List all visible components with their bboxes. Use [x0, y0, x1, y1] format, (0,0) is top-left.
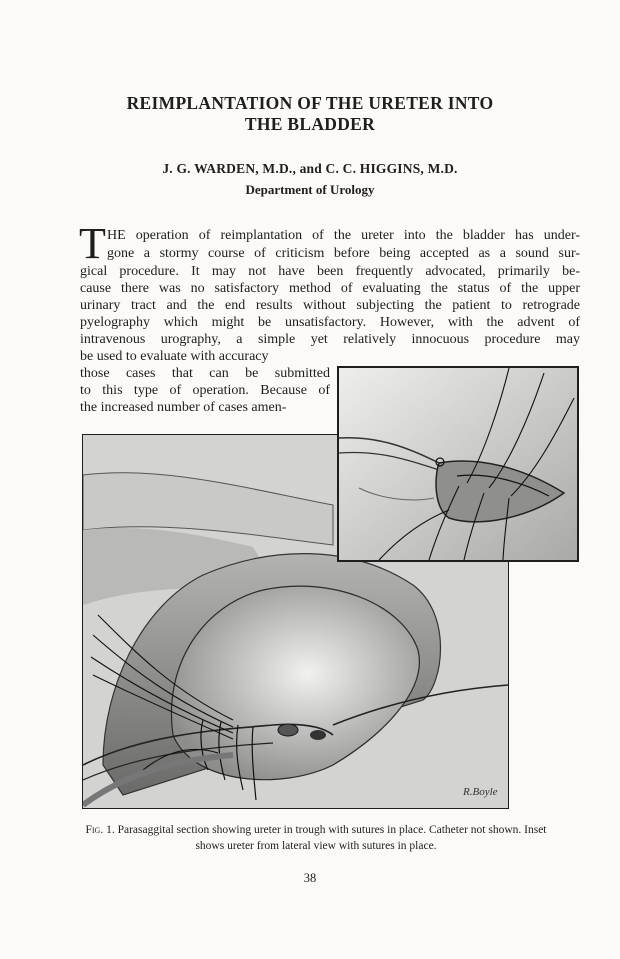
figure-caption: [78, 822, 554, 854]
inset-illustration: [337, 366, 579, 562]
caption-label: Fig. 1.: [85, 824, 115, 836]
body-line: to this type of operation. Because of: [80, 383, 330, 398]
artist-signature: R.Boyle: [463, 786, 498, 798]
body-line: gical procedure. It may not have been frequently advocated, primarily be-: [80, 264, 580, 279]
page-number: 38: [303, 871, 317, 885]
caption-text: Parasaggital section showing ureter in trough with sutures in place. Catheter not shown. Inset shows ureter from lateral view with sutures in place.: [117, 824, 547, 852]
inset-drawing: [339, 368, 577, 560]
body-line: cause there was no satisfactory method of evaluating the status of the upper: [80, 281, 580, 296]
article-title: [0, 93, 620, 135]
drop-cap: T: [79, 219, 106, 268]
title-line-2: THE BLADDER: [244, 114, 376, 134]
body-line: be used to evaluate with accuracy: [80, 349, 269, 364]
body-line: urinary tract and the end results without subjecting the patient to retrograde: [80, 298, 580, 313]
body-line: HE operation of reimplantation of the ureter into the bladder has under-: [107, 228, 580, 243]
body-line: pyelography which might be unsatisfactory. However, with the advent of: [80, 315, 580, 330]
department-line: Department of Urology: [245, 182, 375, 197]
author-line: J. G. WARDEN, M.D., and C. C. HIGGINS, M.D.: [162, 161, 458, 176]
title-line-1: REIMPLANTATION OF THE URETER INTO: [126, 93, 494, 113]
body-line: the increased number of cases amen-: [80, 400, 287, 415]
body-line: gone a stormy course of criticism before being accepted as a sound sur-: [107, 246, 580, 261]
body-line: those cases that can be submitted: [80, 366, 330, 381]
body-line: intravenous urography, a simple yet relatively innocuous procedure may: [80, 332, 580, 347]
